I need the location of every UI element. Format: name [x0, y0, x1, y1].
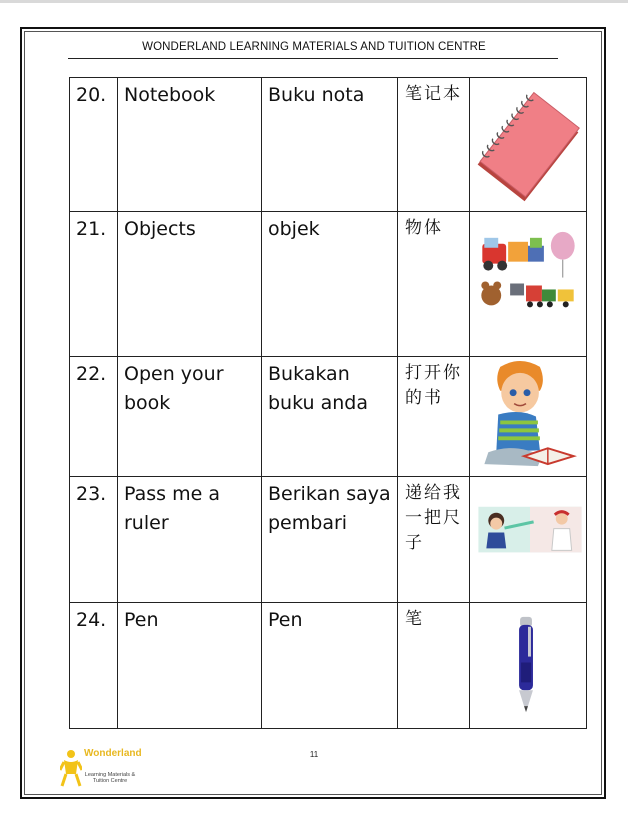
chinese-term: 打开你的书 [398, 357, 470, 477]
passing-ruler-picture [470, 477, 587, 603]
header-rule [68, 58, 558, 59]
wonderland-logo [60, 748, 170, 792]
page-header: WONDERLAND LEARNING MATERIALS AND TUITION CENTRE [142, 41, 486, 53]
chinese-term: 递给我一把尺子 [398, 477, 470, 603]
notebook-picture [470, 78, 587, 212]
chinese-term: 物体 [398, 212, 470, 357]
english-term: Objects [118, 212, 262, 357]
logo-subtitle: Learning Materials & Tuition Centre [84, 772, 136, 784]
english-term: Notebook [118, 78, 262, 212]
vocabulary-table [69, 77, 587, 729]
row-number: 22. [70, 357, 118, 477]
logo-name: Wonderland [84, 748, 142, 759]
english-term: Pass me a ruler [118, 477, 262, 603]
english-term: Open your book [118, 357, 262, 477]
chinese-term: 笔记本 [398, 78, 470, 212]
english-term: Pen [118, 603, 262, 729]
row-number: 20. [70, 78, 118, 212]
malay-term: Pen [262, 603, 398, 729]
table-row [70, 78, 587, 212]
table-row [70, 477, 587, 603]
row-number: 24. [70, 603, 118, 729]
malay-term: Bukakan buku anda [262, 357, 398, 477]
top-divider [0, 0, 628, 3]
pen-picture [470, 603, 587, 729]
boy-reading-picture [470, 357, 587, 477]
toys-picture [470, 212, 587, 357]
malay-term: Buku nota [262, 78, 398, 212]
malay-term: Berikan saya pembari [262, 477, 398, 603]
row-number: 23. [70, 477, 118, 603]
malay-term: objek [262, 212, 398, 357]
table-row [70, 603, 587, 729]
table-row [70, 212, 587, 357]
row-number: 21. [70, 212, 118, 357]
chinese-term: 笔 [398, 603, 470, 729]
page-number: 11 [309, 750, 319, 759]
table-row [70, 357, 587, 477]
